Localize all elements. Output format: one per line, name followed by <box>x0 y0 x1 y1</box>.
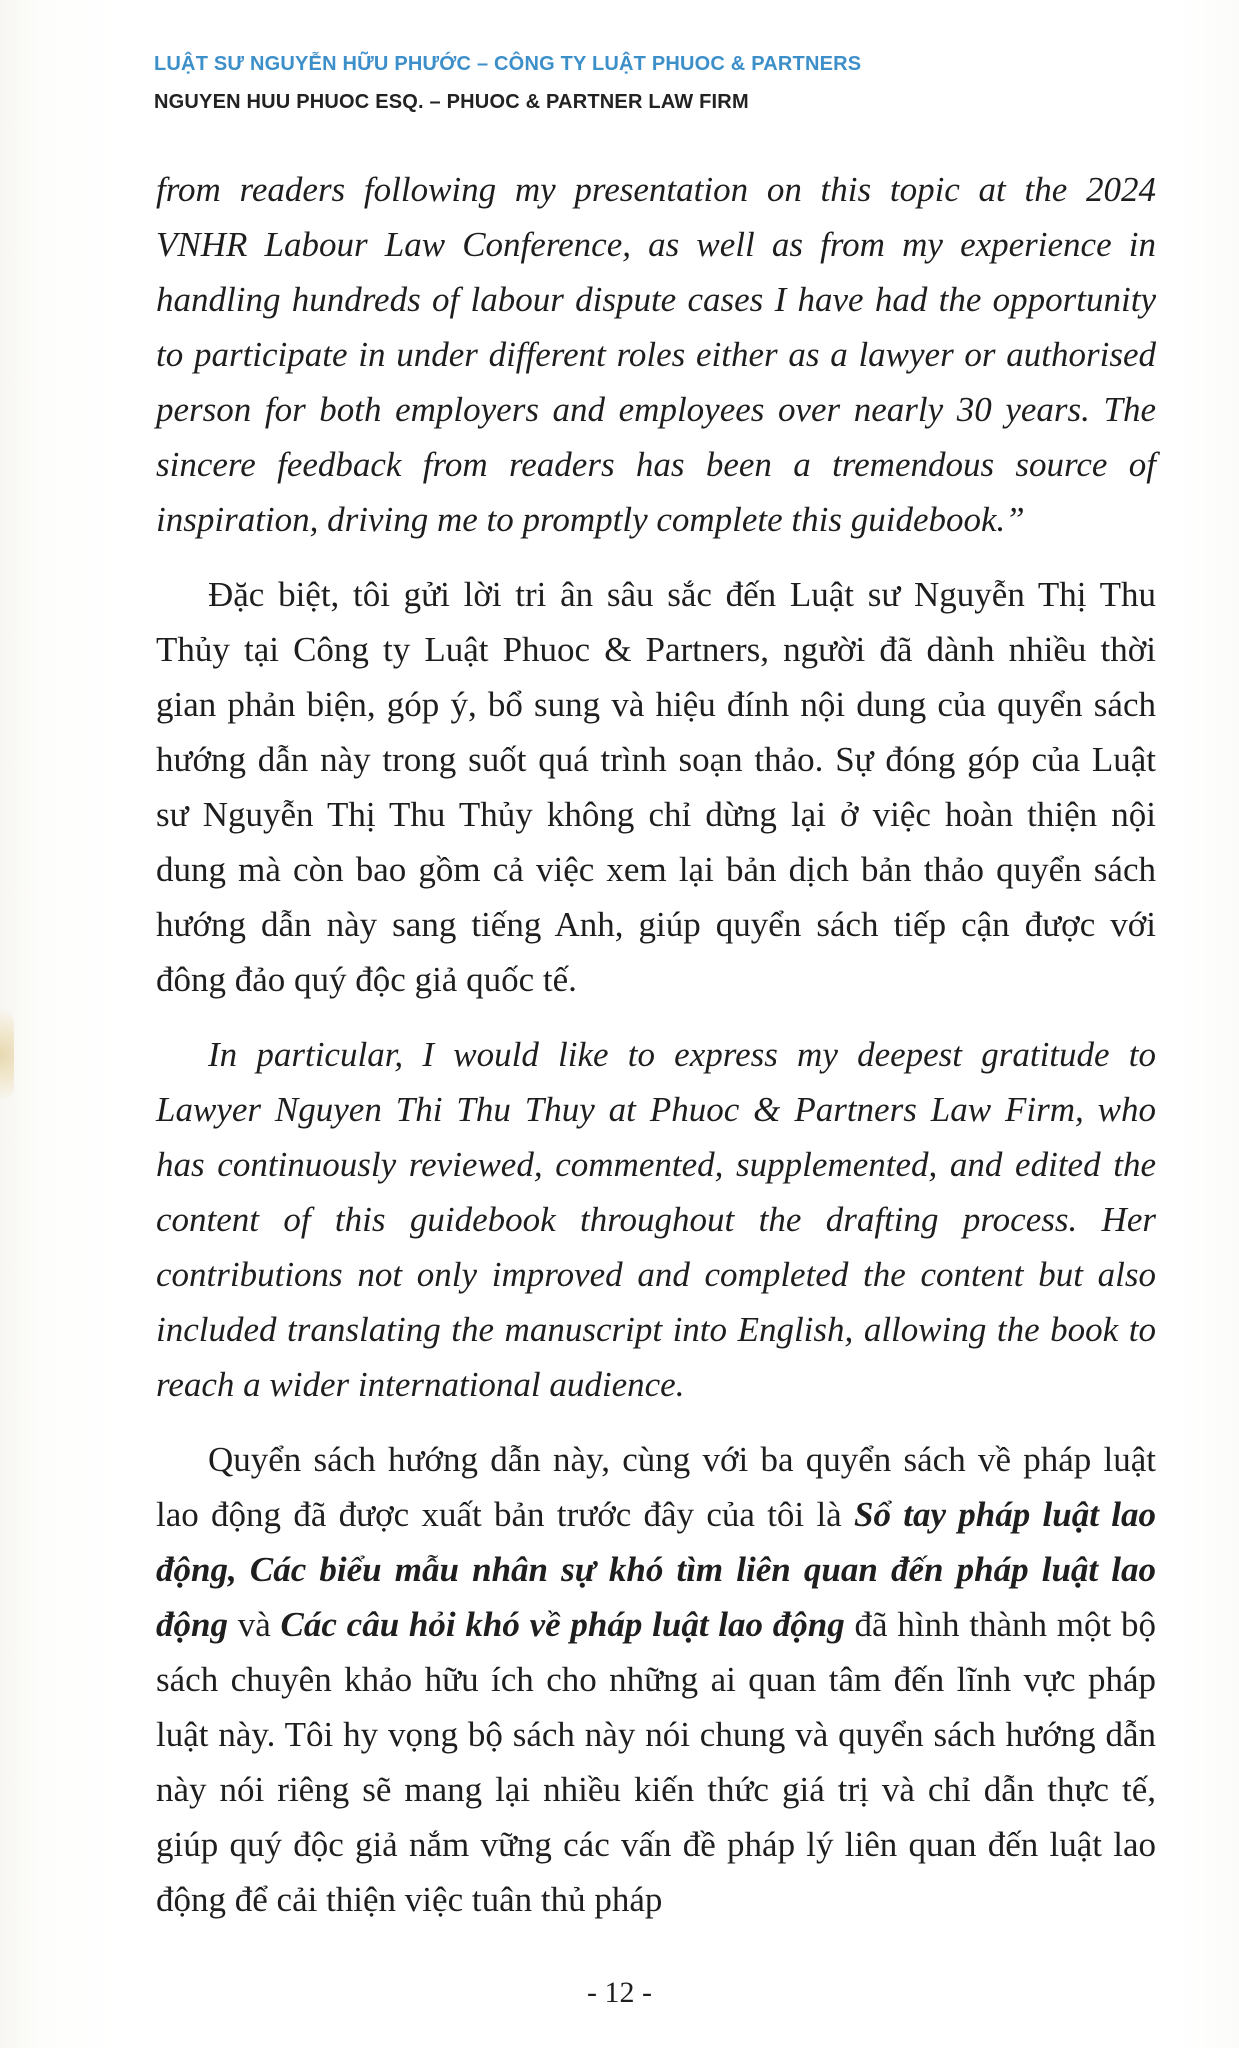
paragraph-vietnamese-book-series <box>156 1432 1156 1927</box>
p4-separator-and: và <box>227 1605 281 1644</box>
header-english: NGUYEN HUU PHUOC ESQ. – PHUOC & PARTNER LAW FIRM <box>154 91 749 113</box>
p4-text-start: Quyển sách hướng dẫn này, cùng với ba quyển sách về pháp luật lao động đã được xuất bản trước đây của tôi là <box>156 1440 1156 1534</box>
book-title-hr-forms: Các biểu mẫu nhân sự khó tìm liên quan đến pháp luật lao động <box>156 1550 1157 1644</box>
paragraph-vietnamese-gratitude: Đặc biệt, tôi gửi lời tri ân sâu sắc đến Luật sư Nguyễn Thị Thu Thủy tại Công ty Luật Phuoc & Partners, người đã dành nhiều thời gian phản biện, góp ý, bổ sung và hiệu đính nội dung của quyển sách hướng dẫn này trong suốt quá trình soạn thảo. Sự đóng góp của Luật sư Nguyễn Thị Thu Thủy không chỉ dừng lại ở việc hoàn thiện nội dung mà còn bao gồm cả việc xem lại bản dịch bản thảo quyển sách hướng dẫn này sang tiếng Anh, giúp quyển sách tiếp cận được với đông đảo quý độc giả quốc tế. <box>156 575 1156 999</box>
paragraph-spacer <box>156 1007 1156 1027</box>
paragraph-english-gratitude: In particular, I would like to express my deepest gratitude to Lawyer Nguyen Thi Thu Thuy at Phuoc & Partners Law Firm, who has continuously reviewed, commented, supplemented, and edited the content of this guidebook throughout the drafting process. Her contributions not only improved and completed the content but also included translating the manuscript into English, allowing the book to reach a wider international audience. <box>156 1035 1156 1404</box>
header-vietnamese: LUẬT SƯ NGUYỄN HỮU PHƯỚC – CÔNG TY LUẬT PHUOC & PARTNERS <box>154 53 862 75</box>
running-header <box>154 50 861 116</box>
p4-text-end: đã hình thành một bộ sách chuyên khảo hữu ích cho những ai quan tâm đến lĩnh vực pháp luật này. Tôi hy vọng bộ sách này nói chung và quyển sách hướng dẫn này nói riêng sẽ mang lại nhiều kiến thức giá trị và chỉ dẫn thực tế, giúp quý độc giả nắm vững các vấn đề pháp lý liên quan đến luật lao động để cải thiện việc tuân thủ pháp <box>156 1605 1157 1919</box>
paragraph-english-quote-end: from readers following my presentation on this topic at the 2024 VNHR Labour Law Conference, as well as from my experience in handling hundreds of labour dispute cases I have had the opportunity to participate in under different roles either as a lawyer or authorised person for both employers and employees over nearly 30 years. The sincere feedback from readers has been a tremendous source of inspiration, driving me to promptly complete this guidebook.” <box>156 170 1156 539</box>
p4-separator-comma: , <box>227 1550 250 1589</box>
paragraph-spacer <box>156 547 1156 567</box>
book-title-difficult-questions: Các câu hỏi khó về pháp luật lao động <box>280 1605 845 1644</box>
book-title-labour-law-handbook: Sổ tay pháp luật lao động <box>156 1495 1156 1589</box>
paragraph-spacer <box>156 1412 1156 1432</box>
page-number: - 12 - <box>587 1976 652 2009</box>
page-body <box>156 162 1156 1927</box>
page-edge-stain <box>0 1010 14 1100</box>
